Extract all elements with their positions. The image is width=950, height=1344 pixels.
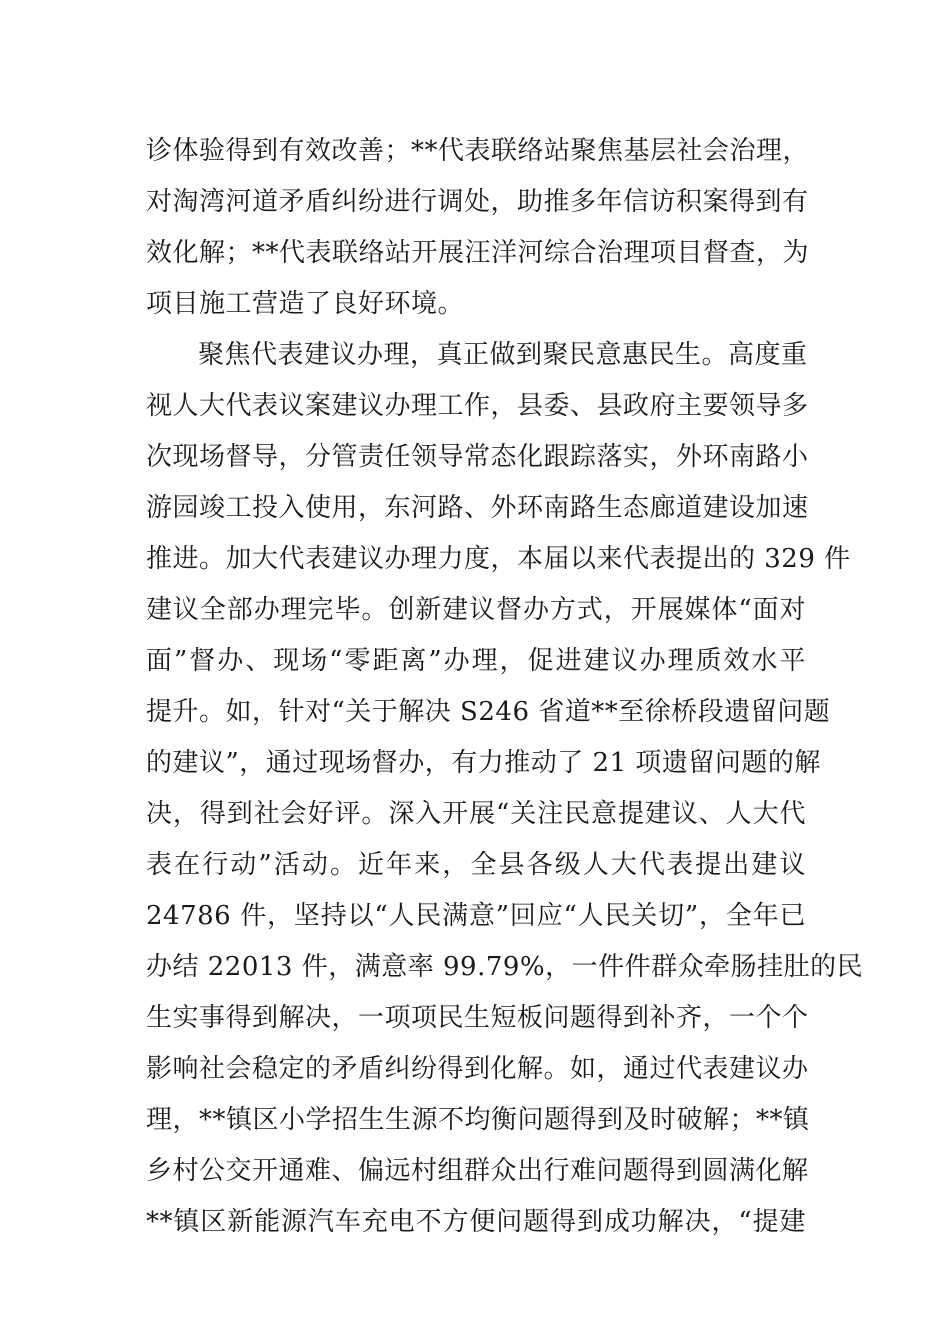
paragraph-first-line: 聚焦代表建议办理，真正做到聚民意惠民生。高度重 <box>198 340 808 370</box>
text-line: 游园竣工投入使用，东河路、外环南路生态廊道建设加速 <box>146 493 809 523</box>
text-line: 推进。加大代表建议办理力度，本届以来代表提出的 329 件 <box>146 544 851 574</box>
text-line: 对淘湾河道矛盾纠纷进行调处，助推多年信访积案得到有 <box>146 187 809 217</box>
text-line: 次现场督导，分管责任领导常态化跟踪落实，外环南路小 <box>146 442 809 472</box>
text-line: 表在行动”活动。近年来，全县各级人大代表提出建议 <box>146 850 806 880</box>
text-line: 乡村公交开通难、偏远村组群众出行难问题得到圆满化解 <box>146 1156 809 1186</box>
text-line: 的建议”，通过现场督办，有力推动了 21 项遗留问题的解 <box>146 748 821 778</box>
text-line: **镇区新能源汽车充电不方便问题得到成功解决，“提建 <box>146 1207 806 1237</box>
text-line: 提升。如，针对“关于解决 S246 省道**至徐桥段遗留问题 <box>146 697 831 727</box>
text-line: 决，得到社会好评。深入开展“关注民意提建议、人大代 <box>146 799 806 829</box>
text-line: 理，**镇区小学招生生源不均衡问题得到及时破解；**镇 <box>146 1105 810 1135</box>
text-line: 24786 件，坚持以“人民满意”回应“人民关切”，全年已 <box>146 901 806 931</box>
text-line: 影响社会稳定的矛盾纠纷得到化解。如，通过代表建议办 <box>146 1054 809 1084</box>
text-line: 面”督办、现场“零距离”办理，促进建议办理质效水平 <box>146 646 806 676</box>
text-line: 项目施工营造了良好环境。 <box>146 289 465 319</box>
text-line: 建议全部办理完毕。创新建议督办方式，开展媒体“面对 <box>146 595 806 625</box>
text-line: 视人大代表议案建议办理工作，县委、县政府主要领导多 <box>146 391 809 421</box>
text-line: 生实事得到解决，一项项民生短板问题得到补齐，一个个 <box>146 1003 809 1033</box>
text-line: 效化解；**代表联络站开展汪洋河综合治理项目督查，为 <box>146 238 810 268</box>
text-line: 诊体验得到有效改善；**代表联络站聚焦基层社会治理， <box>146 136 810 166</box>
text-line: 办结 22013 件，满意率 99.79%，一件件群众牵肠挂肚的民 <box>146 952 864 982</box>
